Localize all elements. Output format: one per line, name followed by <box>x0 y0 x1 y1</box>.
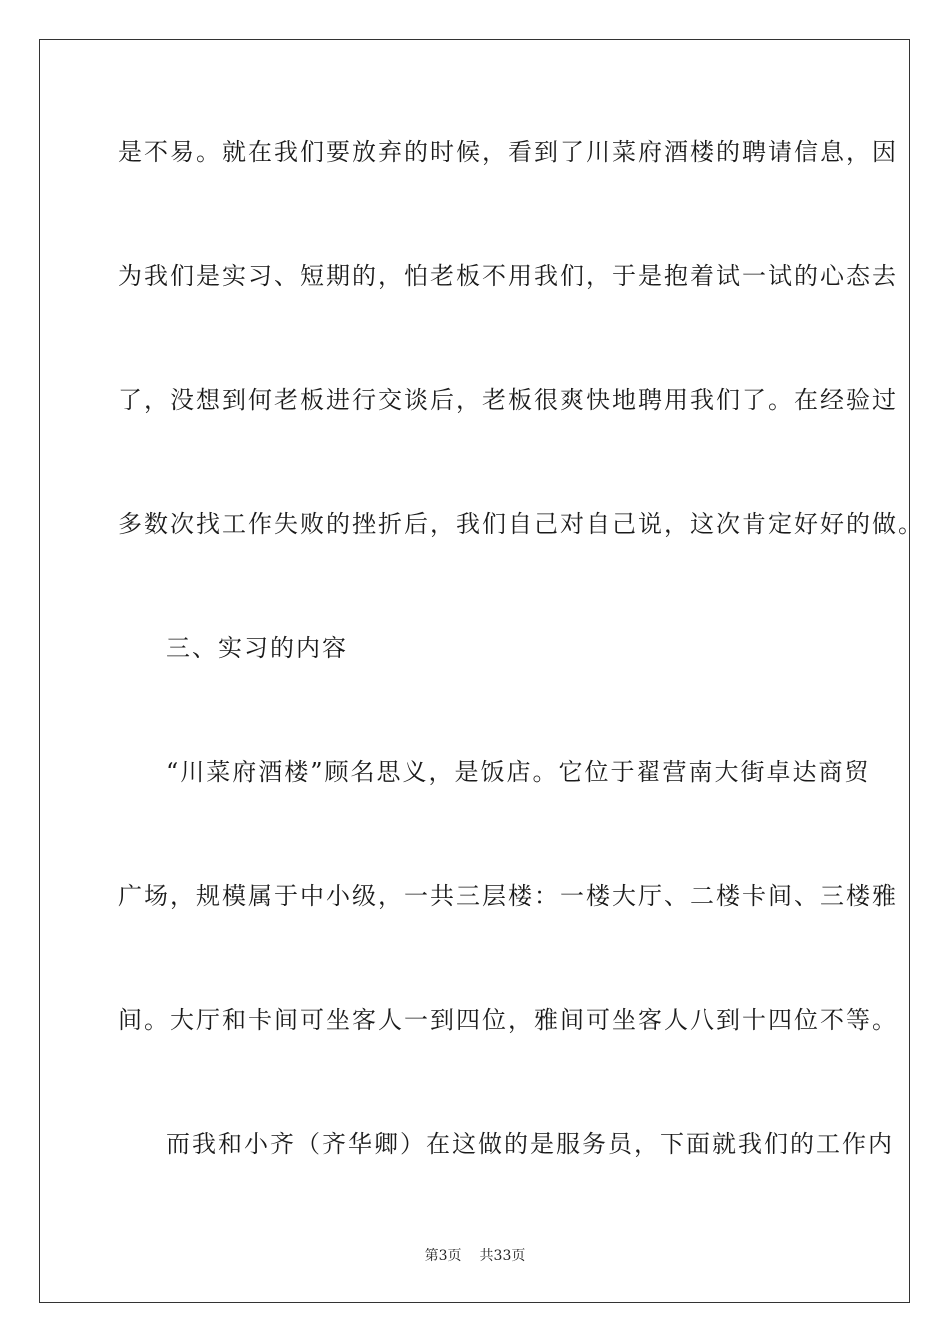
text-line-6: “川菜府酒楼”顾名思义，是饭店。它位于翟营南大街卓达商贸 <box>166 758 871 786</box>
text-line-2: 为我们是实习、短期的，怕老板不用我们，于是抱着试一试的心态去 <box>118 262 898 290</box>
text-line-9: 而我和小齐（齐华卿）在这做的是服务员，下面就我们的工作内 <box>166 1130 894 1158</box>
text-line-4: 多数次找工作失败的挫折后，我们自己对自己说，这次肯定好好的做。 <box>118 510 924 538</box>
page-number: 第3页 <box>424 1248 462 1264</box>
section-heading: 三、实习的内容 <box>166 634 348 662</box>
text-line-3: 了，没想到何老板进行交谈后，老板很爽快地聘用我们了。在经验过 <box>118 386 898 414</box>
text-line-8: 间。大厅和卡间可坐客人一到四位，雅间可坐客人八到十四位不等。 <box>118 1006 898 1034</box>
text-line-1: 是不易。就在我们要放弃的时候，看到了川菜府酒楼的聘请信息，因 <box>118 138 898 166</box>
page-footer <box>0 1247 950 1265</box>
page-border <box>39 39 910 1303</box>
text-line-7: 广场，规模属于中小级，一共三层楼：一楼大厅、二楼卡间、三楼雅 <box>118 882 898 910</box>
page-total: 共33页 <box>479 1248 526 1264</box>
